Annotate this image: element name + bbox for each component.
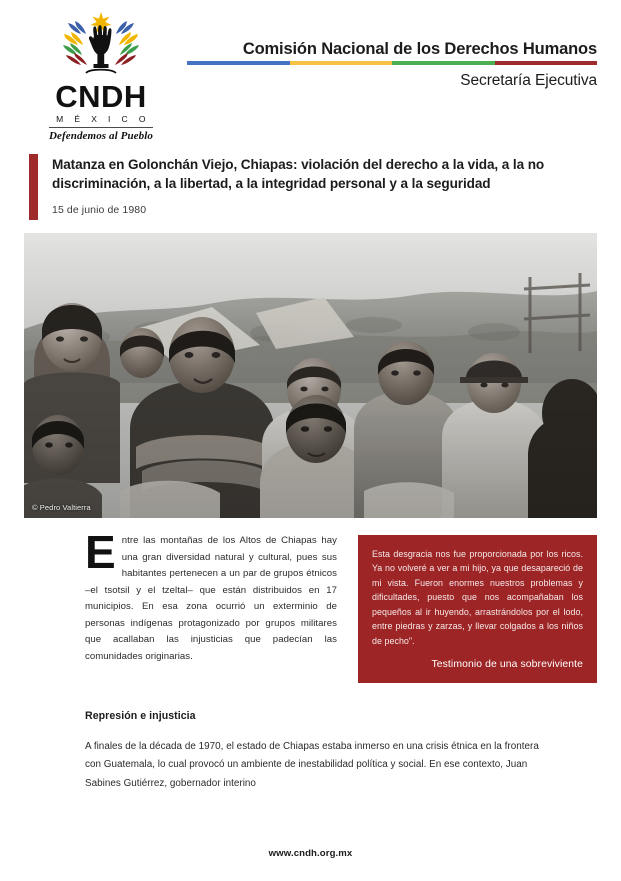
lede-paragraph bbox=[85, 526, 337, 665]
logo-divider bbox=[49, 127, 153, 128]
title-block bbox=[29, 154, 599, 220]
testimony-quote: Esta desgracia nos fue proporcionada por los ricos. Ya no volveré a ver a mi hijo, ya que desapareció de mi vista. Fueron enormes nuestros problemas y dificultades, puesto que nos acompañaban los pequeños al ir huyendo, arrastrándolos por el lodo, entre piedras y zarzas, y llevar colgados a los niños de pecho". bbox=[372, 549, 583, 646]
logo-acronym: CNDH bbox=[55, 79, 147, 114]
cndh-logo bbox=[31, 8, 171, 142]
title-texts bbox=[38, 154, 599, 220]
publication-date: 15 de junio de 1980 bbox=[52, 203, 147, 216]
color-bar-red-segment bbox=[495, 61, 598, 65]
photo-artwork bbox=[24, 233, 597, 518]
website-url[interactable]: www.cndh.org.mx bbox=[268, 848, 353, 859]
logo-slogan: Defendemos al Pueblo bbox=[48, 129, 154, 142]
lede-column bbox=[85, 526, 337, 665]
header-title-group bbox=[187, 40, 597, 90]
section-heading: Represión e injusticia bbox=[85, 710, 196, 722]
photo-credit: © Pedro Valtierra bbox=[32, 503, 91, 512]
section-represion bbox=[85, 710, 551, 793]
drop-cap: E bbox=[85, 526, 116, 578]
color-bar-gold-segment bbox=[290, 61, 393, 65]
brand-color-bar bbox=[187, 61, 597, 65]
title-accent-bar bbox=[29, 154, 38, 220]
testimony-attribution: Testimonio de una sobreviviente bbox=[431, 658, 583, 670]
page-footer bbox=[0, 843, 621, 861]
color-bar-blue-segment bbox=[187, 61, 290, 65]
color-bar-green-segment bbox=[392, 61, 495, 65]
feature-photo bbox=[24, 233, 597, 518]
testimony-callout bbox=[358, 535, 597, 683]
lede-text: ntre las montañas de los Altos de Chiapas hay una gran diversidad natural y cultural, pues sus habitantes pertenecen a un par de grupos étnicos –el tsotsil y el tzeltal– que están distribuidos en 17 municipios. En esa zona ocurrió un exterminio de personas indígenas protagonizado por grupos militares que acallaban las injusticias que padecían las comunidades originarias. bbox=[85, 535, 337, 662]
section-paragraph: A finales de la década de 1970, el estado de Chiapas estaba inmerso en una crisis étnica en la frontera con Guatemala, lo cual provocó un ambiente de inestabilidad política y social. En ese contexto, Juan Sabines Gutiérrez, gobernador interino bbox=[85, 741, 539, 789]
department-name: Secretaría Ejecutiva bbox=[460, 72, 597, 90]
logo-country: M É X I C O bbox=[56, 113, 150, 124]
page-title: Matanza en Golonchán Viejo, Chiapas: violación del derecho a la vida, a la no discriminación, a la libertad, a la integridad personal y a la seguridad bbox=[52, 157, 545, 192]
hand-laurel-star-emblem-icon bbox=[42, 8, 160, 82]
organization-name: Comisión Nacional de los Derechos Humanos bbox=[242, 40, 597, 58]
page-header bbox=[0, 0, 621, 148]
